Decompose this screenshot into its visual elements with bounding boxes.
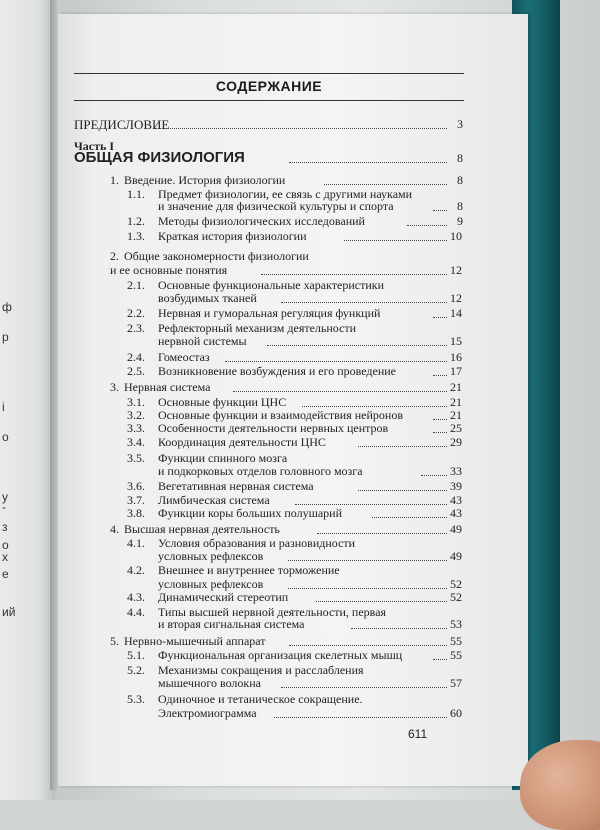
toc-entry: [0, 291, 600, 307]
dot-leader: [289, 162, 447, 163]
toc-entry: [0, 676, 600, 692]
left-page-fragment: -: [2, 500, 6, 514]
toc-page-number: 21: [450, 408, 462, 422]
dot-leader: [433, 317, 447, 318]
toc-page-number: 9: [457, 214, 463, 228]
dot-leader: [261, 274, 447, 275]
left-page-fragment: е: [2, 567, 9, 581]
toc-entry-number: 5.: [110, 634, 119, 648]
toc-entry-number: 2.5.: [127, 364, 145, 378]
toc-page-number: 49: [450, 549, 462, 563]
toc-entry-number: 3.: [110, 380, 119, 394]
toc-entry-number: 3.8.: [127, 506, 145, 520]
dot-leader: [288, 560, 447, 561]
toc-entry-text: Нервная система: [124, 380, 211, 394]
dot-leader: [316, 601, 447, 602]
left-page-fragment: о: [2, 430, 9, 444]
toc-entry: [0, 590, 600, 606]
dot-leader: [358, 490, 447, 491]
dot-leader: [289, 645, 447, 646]
dot-leader: [421, 475, 447, 476]
toc-entry-text: условных рефлексов: [158, 549, 264, 563]
toc-page-number: 52: [450, 577, 462, 591]
toc-entry-number: 4.: [110, 522, 119, 536]
toc-entry-number: 3.5.: [127, 451, 145, 465]
page-number: 611: [408, 727, 428, 741]
toc-entry-text: Общие закономерности физиологии: [124, 249, 309, 263]
toc-page-number: 55: [450, 634, 462, 648]
toc-entry-number: 4.4.: [127, 605, 145, 619]
part-title: ОБЩАЯ ФИЗИОЛОГИЯ: [74, 149, 245, 166]
left-page-fragment: х: [2, 550, 8, 564]
toc-entry-number: 2.: [110, 249, 119, 263]
toc-page-number: 21: [450, 380, 462, 394]
dot-leader: [433, 419, 447, 420]
toc-entry-text: и значение для физической культуры и спорта: [158, 199, 394, 213]
toc-page-number: 52: [450, 590, 462, 604]
toc-entry: [0, 464, 600, 480]
title-rule-bottom: [74, 100, 464, 101]
toc-entry: [0, 706, 600, 722]
part-label: Часть I: [74, 139, 115, 153]
toc-page-number: 8: [457, 199, 463, 213]
toc-entry: [0, 263, 600, 279]
toc-entry: [0, 617, 600, 633]
dot-leader: [433, 375, 447, 376]
left-page-fragment: і: [2, 400, 5, 414]
toc-page-number: 49: [450, 522, 462, 536]
toc-page-number: 16: [450, 350, 462, 364]
toc-entry-text: Одиночное и тетаническое сокращение.: [158, 692, 363, 706]
toc-entry-text: Особенности деятельности нервных центров: [158, 421, 389, 435]
toc-entry-number: 3.6.: [127, 479, 145, 493]
toc-page-number: 10: [450, 229, 462, 243]
toc-page-number: 17: [450, 364, 462, 378]
toc-page-number: 43: [450, 493, 462, 507]
toc-page-number: 53: [450, 617, 462, 631]
toc-entry-text: Нервная и гуморальная регуляция функций: [158, 306, 381, 320]
left-page-fragment: у: [2, 490, 8, 504]
toc-entry-number: 5.1.: [127, 648, 145, 662]
toc-entry-text: ПРЕДИСЛОВИЕ: [74, 117, 170, 132]
dot-leader: [288, 588, 447, 589]
toc-page-number: 55: [450, 648, 462, 662]
toc-entry-text: Функции коры больших полушарий: [158, 506, 343, 520]
toc-page-number: 39: [450, 479, 462, 493]
toc-entry-number: 1.2.: [127, 214, 145, 228]
toc-entry: [0, 648, 600, 664]
toc-page-number: 12: [450, 291, 462, 305]
dot-leader: [372, 517, 447, 518]
toc-page-number: 57: [450, 676, 462, 690]
toc-entry-number: 2.3.: [127, 321, 145, 335]
dot-leader: [295, 504, 447, 505]
dot-leader: [302, 406, 447, 407]
title-rule-top: [74, 73, 464, 74]
dot-leader: [274, 717, 447, 718]
toc-entry-text: нервной системы: [158, 334, 247, 348]
toc-entry-text: условных рефлексов: [158, 577, 264, 591]
toc-entry-number: 3.4.: [127, 435, 145, 449]
toc-entry-number: 3.2.: [127, 408, 145, 422]
toc-entry: [0, 199, 600, 215]
toc-entry-number: 2.1.: [127, 278, 145, 292]
toc-entry-text: Гомеостаз: [158, 350, 210, 364]
toc-entry-text: Внешнее и внутреннее торможение: [158, 563, 340, 577]
page-title: СОДЕРЖАНИЕ: [215, 78, 323, 94]
dot-leader: [433, 432, 447, 433]
left-page-fragment: ий: [2, 605, 16, 619]
toc-entry: [0, 117, 600, 133]
left-page-fragment: з: [2, 520, 8, 534]
dot-leader: [281, 302, 447, 303]
toc-entry: [0, 506, 600, 522]
toc-entry-text: мышечного волокна: [158, 676, 261, 690]
dot-leader: [433, 210, 447, 211]
toc-entry-number: 5.2.: [127, 663, 145, 677]
toc-entry-number: 2.4.: [127, 350, 145, 364]
toc-entry-text: Возникновение возбуждения и его проведение: [158, 364, 396, 378]
toc-entry-text: Основные функции ЦНС: [158, 395, 287, 409]
toc-entry-text: Основные функции и взаимодействия нейронов: [158, 408, 403, 422]
toc-entry-number: 1.: [110, 173, 119, 187]
toc-page-number: 3: [457, 117, 463, 131]
toc-entry-text: Лимбическая система: [158, 493, 270, 507]
toc-entry-number: 2.2.: [127, 306, 145, 320]
dot-leader: [233, 391, 447, 392]
toc-page-number: 33: [450, 464, 462, 478]
toc-entry-text: Введение. История физиологии: [124, 173, 286, 187]
toc-entry-text: Механизмы сокращения и расслабления: [158, 663, 364, 677]
toc-entry: [0, 306, 600, 322]
toc-entry: [0, 214, 600, 230]
dot-leader: [433, 659, 447, 660]
toc-page-number: 8: [457, 173, 463, 187]
toc-entry: [0, 364, 600, 380]
dot-leader: [155, 128, 447, 129]
toc-entry-text: Основные функциональные характеристики: [158, 278, 384, 292]
dot-leader: [344, 240, 447, 241]
toc-entry-text: Вегетативная нервная система: [158, 479, 314, 493]
toc-entry-number: 4.2.: [127, 563, 145, 577]
toc-page-number: 14: [450, 306, 462, 320]
toc-entry-number: 3.3.: [127, 421, 145, 435]
toc-entry-number: 4.3.: [127, 590, 145, 604]
left-page-fragment: о: [2, 538, 9, 552]
toc-entry-text: Координация деятельности ЦНС: [158, 435, 326, 449]
toc-page-number: 15: [450, 334, 462, 348]
toc-entry: [0, 435, 600, 451]
toc-entry-number: 1.1.: [127, 187, 145, 201]
toc-page-number: 29: [450, 435, 462, 449]
toc-entry-text: Условия образования и разновидности: [158, 536, 356, 550]
toc-entry-text: Краткая история физиологии: [158, 229, 307, 243]
toc-entry: [0, 334, 600, 350]
toc-entry-text: и вторая сигнальная система: [158, 617, 305, 631]
toc-entry-text: Электромиограмма: [158, 706, 257, 720]
toc-page-number: 12: [450, 263, 462, 277]
toc-entry-number: 4.1.: [127, 536, 145, 550]
left-page-fragment: р: [2, 330, 9, 344]
toc-entry-text: Методы физиологических исследований: [158, 214, 365, 228]
dot-leader: [267, 345, 447, 346]
dot-leader: [358, 446, 447, 447]
toc-entry-text: и ее основные понятия: [110, 263, 228, 277]
toc-entry: [0, 229, 600, 245]
toc-entry-text: Предмет физиологии, ее связь с другими науками: [158, 187, 413, 201]
toc-entry-text: Высшая нервная деятельность: [124, 522, 280, 536]
toc-entry-text: Нервно-мышечный аппарат: [124, 634, 266, 648]
toc-page-number: 43: [450, 506, 462, 520]
left-page-fragment: ф: [2, 300, 12, 314]
dot-leader: [225, 361, 447, 362]
toc-entry-text: Типы высшей нервной деятельности, первая: [158, 605, 387, 619]
toc-entry-text: возбудимых тканей: [158, 291, 257, 305]
toc-entry-text: Функции спинного мозга: [158, 451, 288, 465]
toc-entry-text: и подкорковых отделов головного мозга: [158, 464, 363, 478]
dot-leader: [351, 628, 447, 629]
toc-page-number: 21: [450, 395, 462, 409]
toc-entry-text: Функциональная организация скелетных мышц: [158, 648, 403, 662]
toc-entry-number: 5.3.: [127, 692, 145, 706]
toc-entry: [0, 380, 600, 396]
toc-entry-text: Рефлекторный механизм деятельности: [158, 321, 357, 335]
toc-entry-number: 3.1.: [127, 395, 145, 409]
toc-entry: [0, 151, 600, 167]
toc-page-number: 25: [450, 421, 462, 435]
dot-leader: [407, 225, 447, 226]
toc-page-number: 8: [457, 151, 463, 165]
toc-page-number: 60: [450, 706, 462, 720]
dot-leader: [317, 533, 447, 534]
toc-entry-text: Динамический стереотип: [158, 590, 289, 604]
dot-leader: [281, 687, 447, 688]
dot-leader: [324, 184, 447, 185]
toc-entry-number: 3.7.: [127, 493, 145, 507]
toc-entry-number: 1.3.: [127, 229, 145, 243]
